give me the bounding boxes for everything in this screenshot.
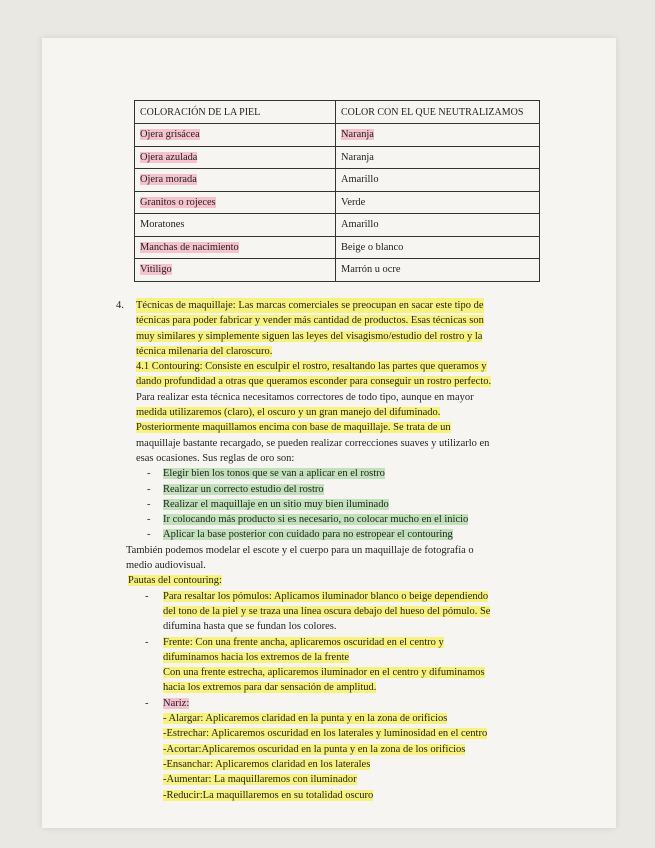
table-cell: Verde <box>336 191 540 214</box>
list-item: -Reducir:La maquillaremos en su totalidad oscuro <box>163 789 374 801</box>
table-cell: Amarillo <box>336 214 540 237</box>
text-line: Frente: Con una frente ancha, aplicaremos oscuridad en el centro y <box>163 636 444 648</box>
text-line: esas ocasiones. Sus reglas de oro son: <box>136 452 295 464</box>
table-cell: Moratones <box>135 214 336 237</box>
document-body <box>116 298 548 803</box>
text-line: técnica milenaria del claroscuro. <box>136 345 273 357</box>
pautas-title-block <box>128 573 548 588</box>
pautas-nariz: - Nariz: <box>145 697 190 709</box>
text-line: difumina hasta que se fundan los colores. <box>163 621 337 633</box>
table-cell: Naranja <box>336 124 540 147</box>
list-item: -Acortar:Aplicaremos oscuridad en la punta y en la zona de los orificios <box>163 743 466 755</box>
section-title: Pautas del contouring: <box>128 575 222 587</box>
table-row <box>135 169 540 192</box>
list-item: - Elegir bien los tonos que se van a aplicar en el rostro <box>147 468 385 480</box>
table-header-cell: COLORACIÓN DE LA PIEL <box>135 101 336 124</box>
text-line: Técnicas de maquillaje: Las marcas comerciales se preocupan en sacar este tipo de <box>136 298 484 313</box>
table-row <box>135 236 540 259</box>
text-line: Nariz: <box>163 697 190 709</box>
text-line: técnicas para poder fabricar y vender más cantidad de productos. Esas técnicas son <box>136 315 484 327</box>
list-item: -Ensanchar: Aplicaremos claridad en los laterales <box>163 758 371 770</box>
table-row <box>135 191 540 214</box>
table-cell: Vitiligo <box>135 259 336 282</box>
table-header-cell: COLOR CON EL QUE NEUTRALIZAMOS <box>336 101 540 124</box>
table-cell: Marrón u ocre <box>336 259 540 282</box>
table-row <box>135 146 540 169</box>
list-item: -Estrechar: Aplicaremos oscuridad en los laterales y luminosidad en el centro <box>163 728 488 740</box>
table-cell: Amarillo <box>336 169 540 192</box>
text-line: dando profundidad a otras que queramos esconder para conseguir un rostro perfecto. <box>136 376 492 388</box>
table-cell: Granitos o rojeces <box>135 191 336 214</box>
list-item: - Aplicar la base posterior con cuidado para no estropear el contouring <box>147 529 453 541</box>
section-number: 4. <box>116 300 124 311</box>
skin-color-table <box>134 100 540 282</box>
table-cell: Ojera grisácea <box>135 124 336 147</box>
table-row <box>135 124 540 147</box>
table-cell: Manchas de nacimiento <box>135 236 336 259</box>
table-cell: Ojera morada <box>135 169 336 192</box>
text-line: medio audiovisual. <box>126 560 206 572</box>
text-line: medida utilizaremos (claro), el oscuro y un gran manejo del difuminado. <box>136 407 441 419</box>
contouring-after-text <box>126 543 548 574</box>
text-line: difuminamos hacia los extremos de la frente <box>163 651 350 663</box>
table-header-row <box>135 101 540 124</box>
table-cell: Ojera azulada <box>135 146 336 169</box>
text-line: Posteriormente maquillamos encima con base de maquillaje. Se trata de un <box>136 422 451 434</box>
text-line: maquillaje bastante recargado, se pueden realizar correcciones suaves y utilizarlo en <box>136 437 490 449</box>
pautas-frente: - Frente: Con una frente ancha, aplicaremos oscuridad en el centro y difuminamos hacia los extremos de la frente Con una frente estrecha, aplicaremos iluminador en el centro y difuminamos hacia los extremos para dar sensación de amplitud. <box>145 636 485 694</box>
list-item: - Alargar: Aplicaremos claridad en la punta y en la zona de orificios <box>163 713 448 725</box>
text-line: Con una frente estrecha, aplicaremos iluminador en el centro y difuminamos <box>163 667 485 679</box>
list-item: - Realizar el maquillaje en un sitio muy bien iluminado <box>147 498 389 510</box>
pautas-pomulos: - Para resaltar los pómulos: Aplicamos iluminador blanco o beige dependiendo del tono de la piel y se traza una línea oscura debajo del hueso del pómulo. Se difumina hasta que se fundan los colores. <box>145 590 491 633</box>
list-item: -Aumentar: La maquillaremos con iluminador <box>163 774 357 786</box>
section-contouring <box>136 359 548 466</box>
text-line: 4.1 Contouring: Consiste en esculpir el rostro, resaltando las partes que queramos y <box>136 361 487 373</box>
text-line: hacia los extremos para dar sensación de amplitud. <box>163 682 377 694</box>
section-4-techniques <box>116 298 548 359</box>
table-cell: Beige o blanco <box>336 236 540 259</box>
table-row <box>135 214 540 237</box>
text-line: Para realizar esta técnica necesitamos correctores de todo tipo, aunque en mayor <box>136 391 474 403</box>
text-line: También podemos modelar el escote y el cuerpo para un maquillaje de fotografía o <box>126 544 474 556</box>
table-row <box>135 259 540 282</box>
table-cell: Naranja <box>336 146 540 169</box>
text-line: del tono de la piel y se traza una línea oscura debajo del hueso del pómulo. Se <box>163 605 491 617</box>
golden-rules-list <box>143 466 548 542</box>
list-item: - Ir colocando más producto si es necesario, no colocar mucho en el inicio <box>147 514 469 526</box>
text-line: muy similares y simplemente siguen las leyes del visagismo/estudio del rostro y la <box>136 330 483 342</box>
text-line: Para resaltar los pómulos: Aplicamos iluminador blanco o beige dependiendo <box>163 590 489 602</box>
list-item: - Realizar un correcto estudio del rostro <box>147 483 324 495</box>
nose-list <box>163 711 548 803</box>
